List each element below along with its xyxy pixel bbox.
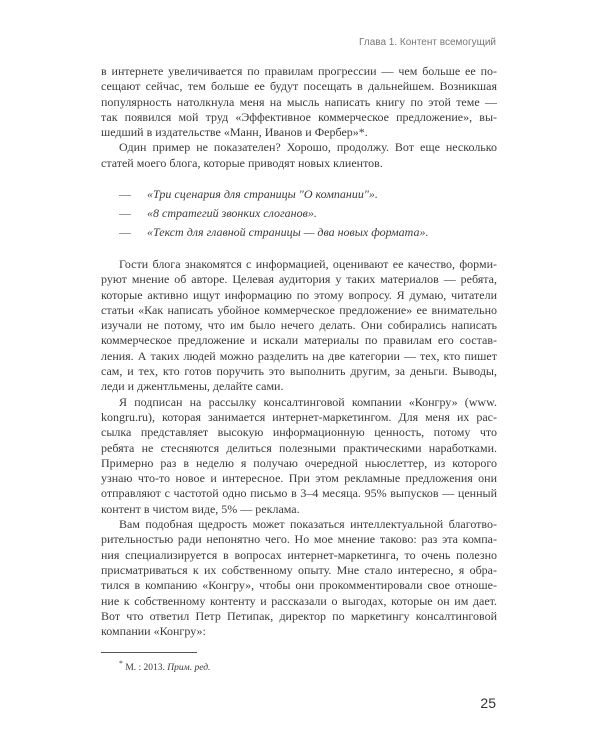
- text-line: руют мнение об авторе. Целевая аудитория у таких материалов — ребята,: [101, 272, 497, 287]
- text-line: сылка представляет высокую информационную ценность, потому что: [101, 425, 497, 440]
- text-line: статей моего блога, которые приводят новых клиентов.: [101, 155, 383, 170]
- text-line: присматриваться к их собственному опыту. Мне стало интересно, я обра-: [101, 562, 497, 577]
- text-line: Один пример не показателен? Хорошо, продолжу. Вот еще несколько: [119, 140, 497, 155]
- text-line: изучали не потому, что им было нечего делать. Они собирались написать: [101, 318, 497, 333]
- text-line: Я подписан на рассылку консалтинговой компании «Конгру» (www.: [119, 394, 497, 409]
- text-line: отправляют с частотой одно письмо в 3–4 месяца. 95% выпусков — ценный: [101, 486, 497, 501]
- text-line: ребята не стесняются делиться полезными практическими наработками.: [101, 440, 497, 455]
- text-line: контент в чистом виде, 5% — реклама.: [101, 501, 300, 516]
- text-line: ления. А таких людей можно разделить на две категории — тех, кто пишет: [101, 348, 497, 363]
- list-item-text: «Текст для главной страницы — два новых формата».: [147, 225, 429, 239]
- text-line: в интернете увеличивается по правилам прогрессии — чем больше ее по-: [101, 64, 497, 78]
- text-line: сам, и тех, кто готов поручить это выполнить другим, за деньги. Выводы,: [101, 364, 497, 379]
- footnote-mark: *: [119, 659, 123, 668]
- body-text-main: [101, 257, 497, 639]
- page-number: 25: [480, 695, 496, 711]
- text-line: сещают сейчас, тем больше ее будут посещать в дальнейшем. Возникшая: [101, 79, 497, 94]
- text-line: коммерческое предложение и искали материалы по правилам его состав-: [101, 333, 497, 348]
- footnote-divider: [101, 652, 197, 653]
- body-text-top: [101, 64, 497, 171]
- list-item: [101, 204, 497, 223]
- text-line: kongru.ru), которая занимается интернет-маркетингом. Для меня их рас-: [101, 409, 497, 424]
- list-item-text: «8 стратегий звонких слоганов».: [147, 206, 317, 220]
- running-header: Глава 1. Контент всемогущий: [359, 37, 496, 48]
- list-item: [101, 185, 497, 204]
- article-list: [101, 185, 497, 242]
- text-line: леди и джентльмены, делайте сами.: [101, 379, 284, 394]
- text-line: ния специализируется в вопросах интернет-маркетинга, то очень полезно: [101, 547, 497, 562]
- text-line: популярность натолкнула меня на мысль написать книгу по этой теме —: [101, 94, 497, 109]
- text-line: Вот что ответил Петр Петипак, директор по маркетингу консалтинговой: [101, 608, 497, 623]
- text-line: так появился мой труд «Эффективное коммерческое предложение», вы-: [101, 109, 497, 124]
- footnote-text: М. : 2013.: [125, 663, 165, 674]
- text-line: тился в компанию «Конгру», чтобы они прокомментировали свое отноше-: [101, 578, 497, 593]
- text-line: Примерно раз в неделю я получаю очередной ньюслеттер, из которого: [101, 455, 497, 470]
- dash: —: [119, 225, 131, 239]
- text-line: статьи «Как написать убойное коммерческое предложение» ее внимательно: [101, 302, 497, 317]
- dash: —: [119, 187, 131, 201]
- text-line: которые активно ищут информацию по этому вопросу. Я думаю, читатели: [101, 287, 497, 302]
- text-line: ние к собственному контенту и рассказали о выгодах, которые он им дает.: [101, 593, 497, 608]
- text-line: шедший в издательстве «Манн, Иванов и Фербер»*.: [101, 125, 368, 140]
- list-item: [101, 223, 497, 242]
- text-line: компании «Конгру»:: [101, 624, 206, 639]
- dash: —: [119, 206, 131, 220]
- text-line: узнаю что-то новое и интересное. При этом рекламные предложения они: [101, 471, 497, 486]
- footnote-note: Прим. ред.: [167, 663, 211, 674]
- list-item-text: «Три сценария для страницы "О компании"».: [147, 187, 378, 201]
- text-line: рительностью ради непонятно чего. Но мое мнение таково: раз эта компа-: [101, 532, 497, 547]
- text-line: Вам подобная щедрость может показаться интеллектуальной благотво-: [119, 517, 497, 532]
- text-line: Гости блога знакомятся с информацией, оценивают ее качество, форми-: [119, 257, 497, 271]
- footnote: [119, 658, 210, 674]
